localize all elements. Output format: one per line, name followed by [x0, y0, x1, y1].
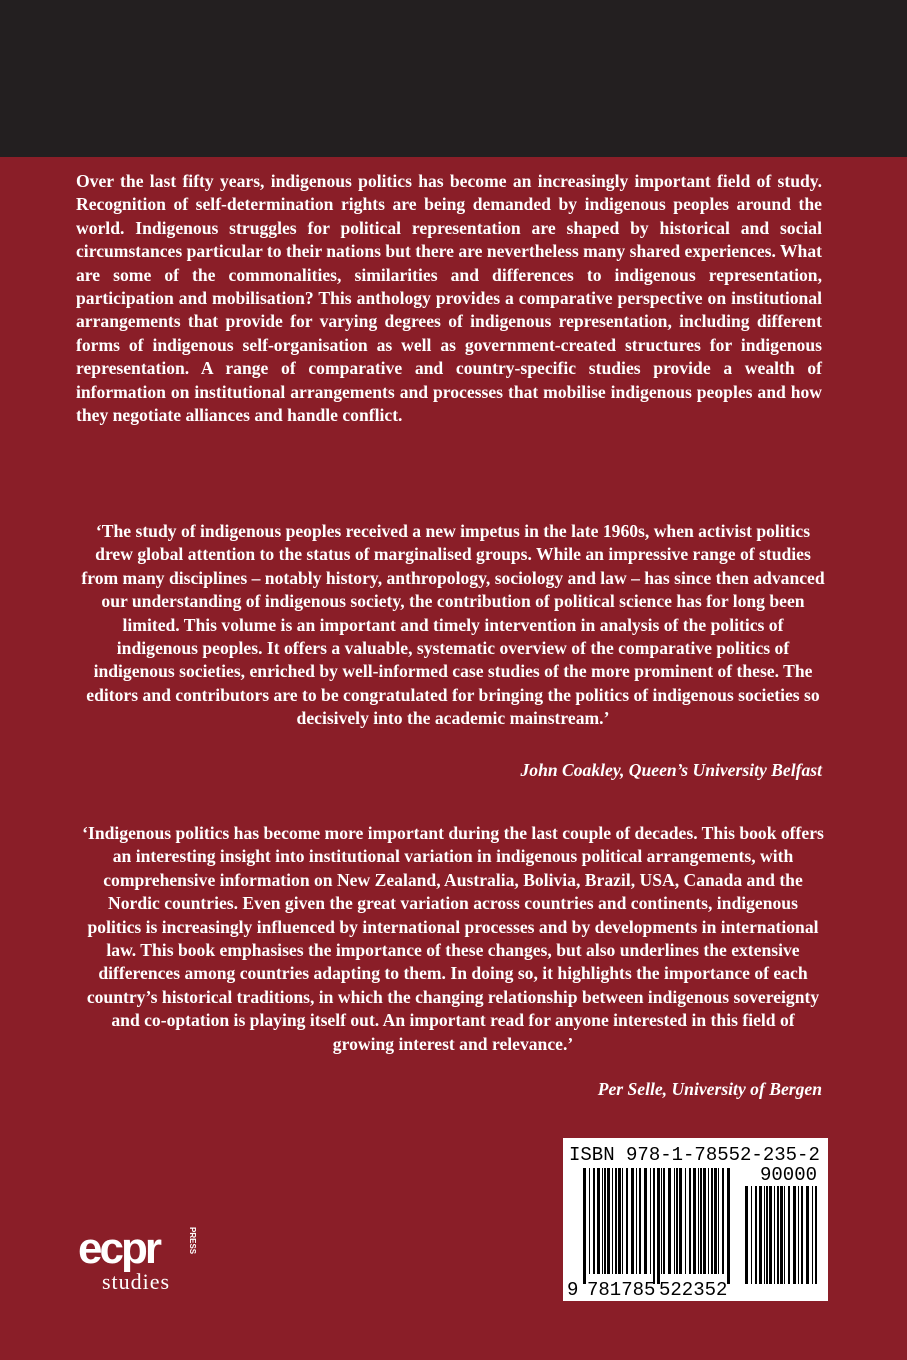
barcode-bar	[612, 1168, 613, 1274]
barcode-bar	[583, 1168, 586, 1284]
barcode-bar	[751, 1186, 752, 1284]
barcode-bar	[708, 1168, 709, 1274]
barcode-bar	[793, 1186, 796, 1284]
barcode-bar	[618, 1168, 621, 1274]
logo-sub-text: studies	[102, 1269, 171, 1294]
barcode-bar	[700, 1168, 702, 1274]
endorsement-attribution-2: Per Selle, University of Bergen	[597, 1079, 822, 1099]
barcode-bar	[766, 1186, 768, 1284]
barcode-bar	[745, 1186, 748, 1284]
barcode-bar	[769, 1186, 772, 1284]
barcode-bar	[607, 1168, 610, 1274]
logo-main-text: ecpr	[78, 1225, 159, 1273]
addon-number: 90000	[760, 1164, 818, 1186]
barcode-bar	[714, 1168, 717, 1274]
barcode-bar	[798, 1186, 799, 1284]
barcode-bar	[722, 1168, 724, 1274]
barcode-bar	[663, 1168, 665, 1274]
barcode-bar	[703, 1168, 706, 1274]
barcode-bar	[602, 1168, 603, 1274]
barcode-bar	[679, 1168, 682, 1274]
barcode-bar	[759, 1186, 762, 1284]
barcode-bar	[815, 1186, 817, 1284]
ean-right-digits: 522352	[659, 1279, 728, 1301]
barcode-bar	[774, 1186, 775, 1284]
addon-bars	[745, 1186, 817, 1284]
barcode-bar	[812, 1186, 813, 1284]
barcode-bar	[693, 1168, 696, 1274]
barcode-bar	[764, 1186, 765, 1284]
barcode-bar	[626, 1168, 628, 1274]
ecpr-press-logo	[78, 1225, 228, 1295]
barcode-bar	[806, 1186, 809, 1284]
barcode-bar	[689, 1168, 691, 1274]
barcode-bar	[636, 1168, 637, 1274]
barcode-bar	[644, 1168, 647, 1274]
ean-first-digit: 9	[567, 1279, 579, 1301]
barcode-bar	[622, 1168, 623, 1274]
barcode-bar	[698, 1168, 699, 1274]
barcode-bar	[674, 1168, 675, 1274]
barcode-bar	[788, 1186, 790, 1284]
barcode-bar	[718, 1168, 719, 1274]
ean-left-digits: 781785	[587, 1279, 656, 1301]
barcode-bars	[583, 1168, 730, 1284]
barcode-bar	[597, 1168, 600, 1274]
barcode-bar	[615, 1168, 617, 1274]
barcode-bar	[657, 1168, 660, 1284]
isbn-barcode	[563, 1138, 828, 1301]
barcode-bar	[653, 1168, 655, 1284]
barcode-bar	[650, 1168, 651, 1274]
barcode-bar	[631, 1168, 634, 1274]
barcode-bar	[755, 1186, 757, 1284]
barcode-bar	[661, 1168, 662, 1274]
barcode-bar	[593, 1168, 595, 1274]
barcode-bar	[711, 1168, 713, 1274]
barcode-bar	[727, 1168, 730, 1284]
endorsement-quote-2: ‘Indigenous politics has become more important during the last couple of decades. This book offers an interesting insight into institutional variation in indigenous political arrangements, with comprehensive information on New Zealand, Australia, Bolivia, Brazil, USA, Canada and the Nordic countries. Even given the great variation across countries and continents, indigenous politics is increasingly influenced by international processes and by developments in international law. This book emphasises the importance of these changes, but also underlines the extensive differences among countries adapting to them. In doing so, it highlights the importance of each country’s historical traditions, in which the changing relationship between indigenous sovereignty and co-optation is playing itself out. An important read for anyone interested in this field of growing interest and relevance.’	[82, 823, 824, 1054]
isbn-text: ISBN 978-1-78552-235-2	[569, 1144, 820, 1166]
cover-blurb: Over the last fifty years, indigenous politics has become an increasingly important field of study. Recognition of self-determination rights are being demanded by indigenous peoples around the world. Indigenous struggles for political representation are shaped by historical and social circumstances particular to their nations but there are nevertheless many shared experiences. What are some of the commonalities, similarities and differences to indigenous representation, participation and mobilisation? This anthology provides a comparative perspective on institutional arrangements that provide for varying degrees of indigenous representation, including different forms of indigenous self-organisation as well as government-created structures for indigenous representation. A range of comparative and country-specific studies provide a wealth of information on institutional arrangements and processes that mobilise indigenous peoples and how they negotiate alliances and handle conflict.	[76, 171, 822, 426]
barcode-bar	[668, 1168, 671, 1274]
barcode-bar	[676, 1168, 678, 1274]
barcode-bar	[639, 1168, 641, 1274]
top-band	[0, 0, 907, 157]
barcode-bar	[780, 1186, 783, 1284]
barcode-bar	[784, 1186, 785, 1284]
endorsement-quote-1: ‘The study of indigenous peoples received a new impetus in the late 1960s, when activist politics drew global attention to the status of marginalised groups. While an impressive range of studies from many disciplines – notably history, anthropology, sociology and law – has since then advanced our understanding of indigenous society, the contribution of political science has for long been limited. This volume is an important and timely intervention in analysis of the politics of indigenous peoples. It offers a valuable, systematic overview of the comparative politics of indigenous societies, enriched by well-informed case studies of the more prominent of these. The editors and contributors are to be congratulated for bringing the politics of indigenous societies so decisively into the academic mainstream.’	[81, 521, 825, 729]
barcode-bar	[589, 1168, 590, 1274]
logo-press-text: PRESS	[188, 1227, 197, 1255]
barcode-bar	[604, 1168, 606, 1274]
barcode-bar	[685, 1168, 686, 1274]
barcode-bar	[777, 1186, 779, 1284]
barcode-bar	[801, 1186, 803, 1284]
endorsement-attribution-1: John Coakley, Queen’s University Belfast	[520, 760, 822, 780]
